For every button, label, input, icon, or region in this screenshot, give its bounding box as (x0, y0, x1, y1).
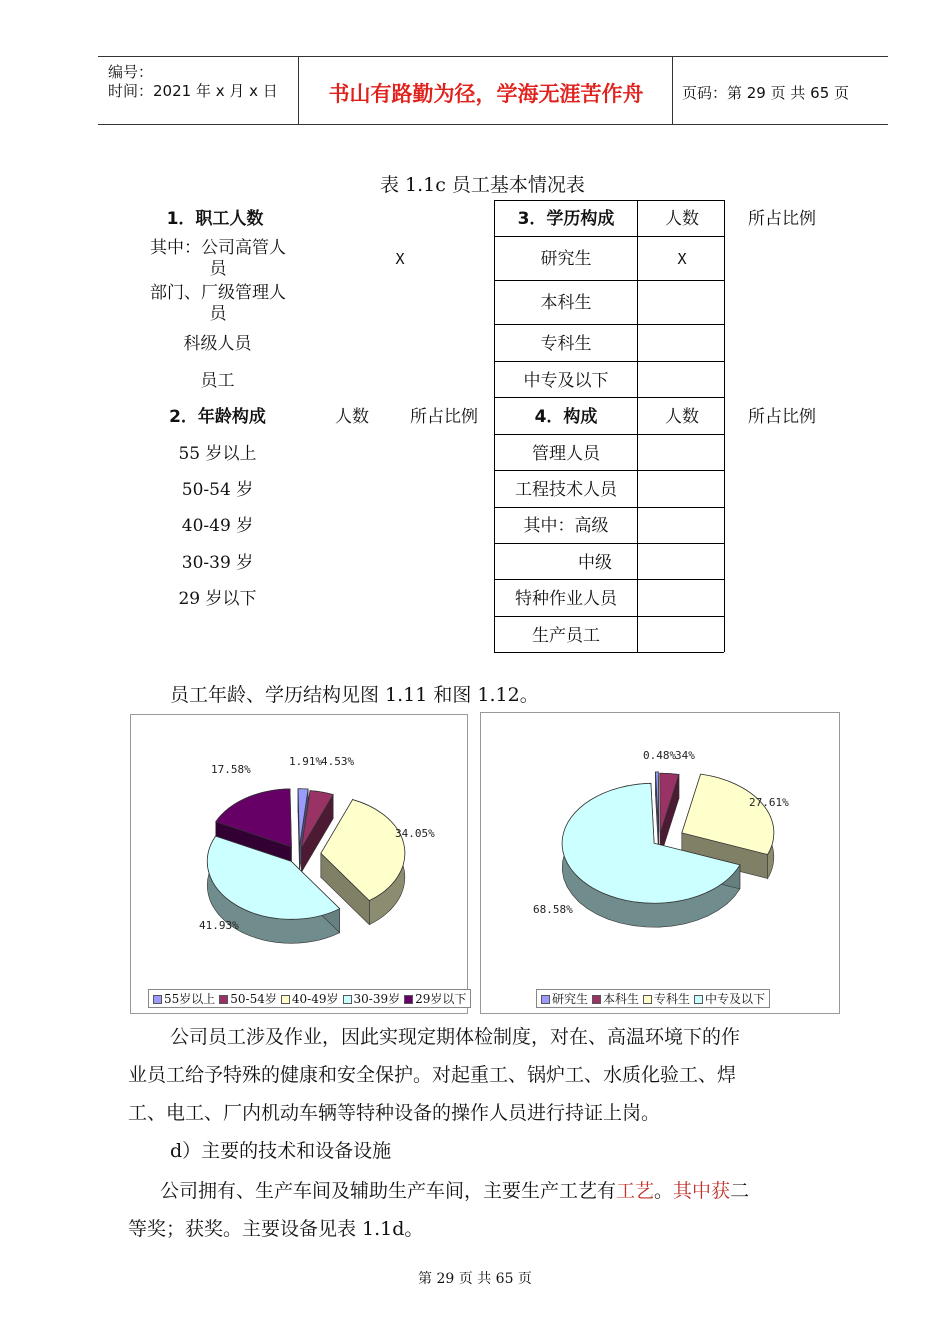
pie-data-label: 17.58% (211, 763, 251, 776)
age-pie-chart (130, 714, 468, 1014)
page-footer: 第 29 页 共 65 页 (418, 1271, 532, 1287)
role-row: 工程技术人员 (515, 480, 617, 500)
legend-item: 55岁以上 (153, 990, 215, 1007)
body-line: 等奖；获奖。主要设备见表 1.1d。 (128, 1218, 424, 1240)
header-time-label: 时间：2021 年 x 月 x 日 (108, 82, 278, 100)
table-column-rule (637, 200, 638, 652)
grad-count: X (677, 250, 687, 268)
table-rule (494, 397, 724, 398)
pie-data-label: 68.58% (533, 903, 573, 916)
table-rule (494, 543, 724, 544)
table-rule (494, 434, 724, 435)
col-edu-count: 人数 (665, 209, 699, 229)
row-section-staff: 科级人员 (183, 334, 252, 354)
section-education: 3．学历构成 (517, 209, 615, 229)
table-rule (494, 200, 724, 201)
education-legend (536, 989, 770, 1008)
age-pie-svg (131, 715, 467, 985)
col-edu-ratio: 所占比例 (748, 209, 816, 229)
pie-data-label: 34.05% (395, 827, 435, 840)
row-dept (138, 283, 298, 325)
edu-row: 中专及以下 (523, 371, 609, 391)
figure-caption: 员工年龄、学历结构见图 1.11 和图 1.12。 (170, 684, 539, 706)
body-line: 公司拥有、生产车间及辅助生产车间，主要生产工艺有工艺。其中获二 (160, 1180, 750, 1202)
table-rule (494, 324, 724, 325)
table-rule (494, 616, 724, 617)
table-rule (494, 579, 724, 580)
section-age: 2．年龄构成 (169, 407, 266, 427)
edu-row: 专科生 (540, 334, 592, 354)
col-age-ratio: 所占比例 (410, 407, 478, 427)
header-top-rule (98, 56, 888, 57)
role-row: 生产员工 (532, 626, 600, 646)
row-exec-line2: 员 (209, 259, 227, 279)
table-rule (494, 236, 724, 237)
col-comp-ratio: 所占比例 (748, 407, 816, 427)
table-rule (494, 652, 724, 653)
age-legend (148, 989, 471, 1008)
legend-item: 40-49岁 (281, 990, 339, 1007)
role-row: 中级 (578, 553, 612, 573)
pie-data-label: 34% (675, 749, 695, 762)
legend-item: 本科生 (592, 990, 639, 1007)
col-age-count: 人数 (335, 407, 369, 427)
section-staff-count: 1．职工人数 (166, 209, 264, 229)
header-divider (672, 56, 673, 125)
role-row: 其中：高级 (523, 516, 609, 536)
age-row: 50-54 岁 (181, 480, 254, 500)
section-composition: 4．构成 (534, 407, 598, 427)
legend-item: 50-54岁 (219, 990, 277, 1007)
role-row: 特种作业人员 (515, 589, 617, 609)
table-title: 表 1.1c 员工基本情况表 (380, 174, 585, 196)
age-row: 40-49 岁 (181, 516, 254, 536)
exec-count: X (395, 250, 405, 268)
role-row: 管理人员 (532, 444, 600, 464)
pie-data-label: 27.61% (749, 796, 789, 809)
row-dept-line1: 部门、厂级管理人 (150, 283, 286, 303)
row-exec-line1: 其中：公司高管人 (150, 238, 286, 258)
row-exec (138, 238, 298, 280)
table-rule (494, 280, 724, 281)
age-row: 55 岁以上 (178, 444, 257, 464)
header-number-label: 编号： (108, 63, 154, 81)
header-bottom-rule (98, 124, 888, 125)
body-line: 工、电工、厂内机动车辆等特种设备的操作人员进行持证上岗。 (128, 1102, 661, 1124)
row-dept-line2: 员 (209, 304, 227, 324)
pie-data-label: 4.53% (321, 755, 355, 768)
header-page-label: 页码：第 29 页 共 65 页 (682, 84, 850, 102)
header-divider (298, 56, 299, 125)
section-heading-d: d）主要的技术和设备设施 (170, 1140, 392, 1162)
age-row: 30-39 岁 (181, 553, 254, 573)
education-pie-svg (481, 713, 839, 985)
legend-item: 29岁以下 (404, 990, 466, 1007)
header-motto: 书山有路勤为径，学海无涯苦作舟 (328, 82, 644, 106)
edu-row: 本科生 (540, 293, 592, 313)
table-rule (494, 361, 724, 362)
table-rule (494, 470, 724, 471)
legend-item: 专科生 (643, 990, 690, 1007)
table-rule (494, 507, 724, 508)
pie-data-label: 1.91% (289, 755, 323, 768)
legend-item: 30-39岁 (343, 990, 401, 1007)
education-pie-chart (480, 712, 840, 1014)
body-line: 业员工给予特殊的健康和安全保护。对起重工、锅炉工、水质化验工、焊 (128, 1064, 737, 1086)
row-staff: 员工 (200, 371, 235, 391)
col-comp-count: 人数 (665, 407, 699, 427)
age-row: 29 岁以下 (178, 589, 257, 609)
legend-item: 研究生 (541, 990, 588, 1007)
edu-row: 研究生 (540, 249, 592, 269)
body-line: 公司员工涉及作业，因此实现定期体检制度，对在、高温环境下的作 (170, 1026, 741, 1048)
pie-data-label: 0.48% (643, 749, 677, 762)
pie-data-label: 41.93% (199, 919, 239, 932)
legend-item: 中专及以下 (694, 990, 765, 1007)
